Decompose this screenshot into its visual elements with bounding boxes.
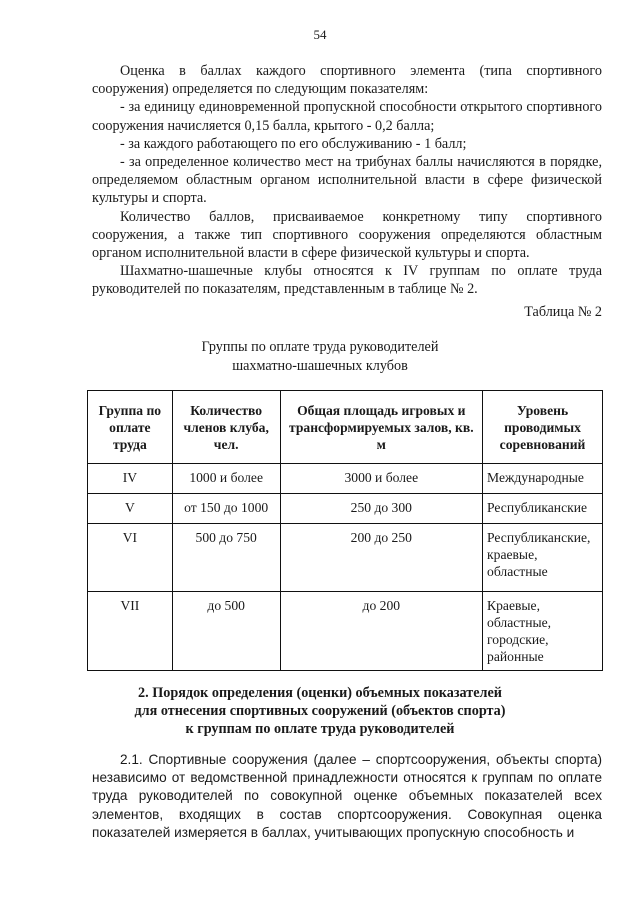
group-cell: VII: [88, 592, 173, 671]
level-cell: Краевые, областные, городские, районные: [483, 592, 603, 671]
page-number: 54: [313, 27, 327, 42]
paragraph: - за каждого работающего по его обслуживанию - 1 балл;: [120, 135, 467, 152]
paragraph: 2.1. Спортивные сооружения (далее – спортсооружения, объекты спорта) независимо от ведомственной принадлежности относятся к группам по оплате труда руководителей по совокупной оценке объемных показателей всех элементов, входящих в состав спортсооружения. Совокупная оценка показателей измеряется в баллах, учитывающих пропускную способность и: [92, 752, 602, 840]
area-cell: 3000 и более: [280, 464, 482, 494]
group-cell: VI: [88, 524, 173, 592]
header-cell: Группа по оплате труда: [88, 391, 173, 464]
area-cell: 250 до 300: [280, 494, 482, 524]
table-title-line: Группы по оплате труда руководителей: [201, 339, 439, 355]
level-cell: Республиканские: [483, 494, 603, 524]
area-cell: до 200: [280, 592, 482, 671]
table-row: [88, 494, 603, 524]
header-cell: Количество членов клуба, чел.: [172, 391, 280, 464]
header-cell: Общая площадь игровых и трансформируемых залов, кв. м: [280, 391, 482, 464]
members-cell: 1000 и более: [172, 464, 280, 494]
table-header-row: [88, 391, 603, 464]
section-title-line: 2. Порядок определения (оценки) объемных показателей: [138, 685, 502, 701]
group-cell: IV: [88, 464, 173, 494]
table-row: [88, 464, 603, 494]
paragraph: Оценка в баллах каждого спортивного элемента (типа спортивного сооружения) определяется по следующим показателям:: [92, 63, 602, 98]
table-label: Таблица № 2: [524, 304, 602, 320]
paragraph: - за единицу единовременной пропускной способности открытого спортивного сооружения начисляется 0,15 балла, крытого - 0,2 балла;: [92, 99, 602, 134]
section-title-line: к группам по оплате труда руководителей: [185, 721, 455, 738]
section-title: [0, 684, 640, 739]
paragraph: - за определенное количество мест на трибунах баллы начисляются в порядке, определяемом областным органом исполнительной власти в сфере физической культуры и спорта.: [92, 154, 602, 207]
table-row: [88, 524, 603, 592]
paragraph: Шахматно-шашечные клубы относятся к IV группам по оплате труда руководителей по показателям, представленным в таблице № 2.: [92, 263, 602, 298]
header-cell: Уровень проводимых соревнований: [483, 391, 603, 464]
members-cell: от 150 до 1000: [172, 494, 280, 524]
section-body: [92, 751, 602, 842]
members-cell: 500 до 750: [172, 524, 280, 592]
members-cell: до 500: [172, 592, 280, 671]
table-title: [0, 338, 640, 375]
table-row: [88, 592, 603, 671]
level-cell: Республиканские, краевые, областные: [483, 524, 603, 592]
level-cell: Международные: [483, 464, 603, 494]
group-cell: V: [88, 494, 173, 524]
pay-groups-table: [87, 390, 603, 671]
intro-text: [92, 62, 602, 299]
section-title-line: для отнесения спортивных сооружений (объектов спорта): [134, 703, 506, 720]
area-cell: 200 до 250: [280, 524, 482, 592]
paragraph: Количество баллов, присваиваемое конкретному типу спортивного сооружения, а также тип спортивного сооружения определяются областным органом исполнительной власти в сфере физической культуры и спорта.: [92, 208, 602, 262]
table-title-line: шахматно-шашечных клубов: [232, 357, 408, 374]
